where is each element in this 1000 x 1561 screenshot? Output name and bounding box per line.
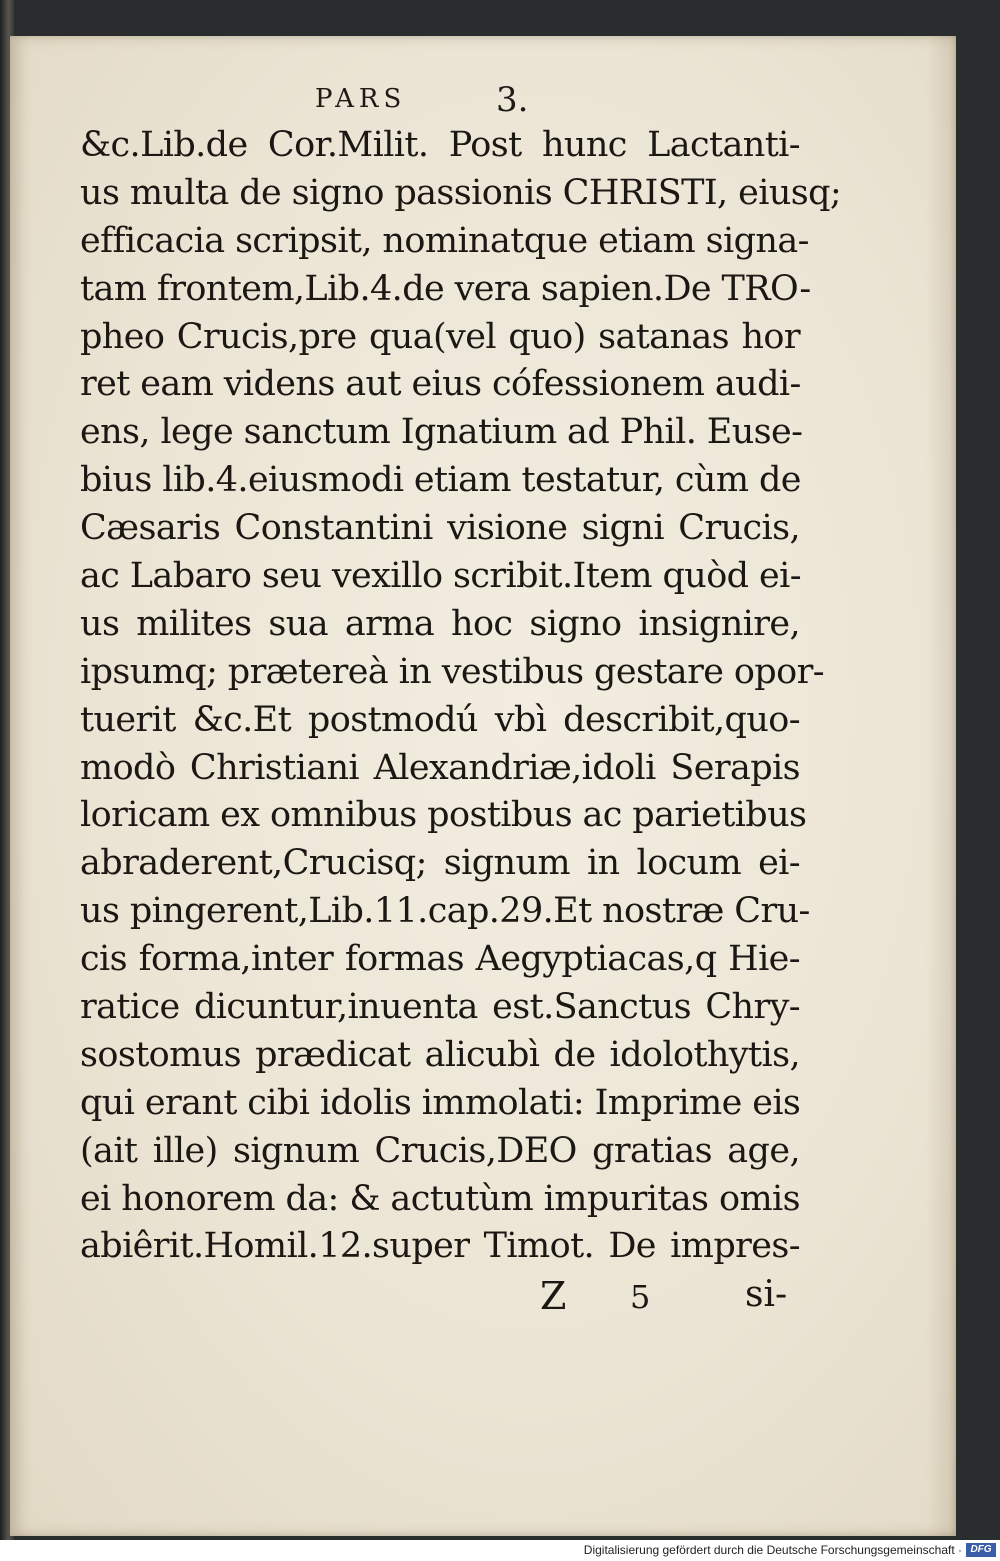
text-line: pheo Crucis,pre qua(vel quo) satanas hor xyxy=(80,316,800,357)
text-line: us pingerent,Lib.11.cap.29.Et nostræ Cru- xyxy=(80,891,810,932)
credit-text: Digitalisierung gefördert durch die Deutsche Forschungsgemeinschaft · xyxy=(583,1543,962,1557)
signature-number: 5 xyxy=(630,1278,651,1316)
text-line: efficacia scripsit, nominatque etiam signa- xyxy=(80,220,809,261)
signature-line xyxy=(10,1274,956,1334)
text-line: loricam ex omnibus postibus ac parietibus xyxy=(80,795,807,836)
text-line: abraderent,Crucisq; signum in locum ei- xyxy=(80,843,800,884)
text-line: us milites sua arma hoc signo insignire, xyxy=(80,603,800,644)
text-line: tam frontem,Lib.4.de vera sapien.De TRO- xyxy=(80,268,811,309)
text-line: abiêrit.Homil.12.super Timot. De impres- xyxy=(80,1226,800,1267)
running-head-word: PARS xyxy=(315,84,407,114)
text-line: tuerit &c.Et postmodú vbì describit,quo- xyxy=(80,699,800,740)
running-head-number: 3. xyxy=(496,80,529,120)
text-line: us multa de signo passionis CHRISTI, eiusq; xyxy=(80,172,842,213)
body-text xyxy=(80,122,842,1271)
text-line: modò Christiani Alexandriæ,idoli Serapis xyxy=(80,747,800,788)
text-line: ac Labaro seu vexillo scribit.Item quòd ei- xyxy=(80,556,801,597)
text-line: ret eam videns aut eius cófessionem audi- xyxy=(80,364,801,405)
running-head xyxy=(10,80,956,124)
book-page xyxy=(10,36,956,1536)
text-line: cis forma,inter formas Aegyptiacas,q Hie- xyxy=(80,939,800,980)
text-line: bius lib.4.eiusmodi etiam testatur, cùm de xyxy=(80,460,801,501)
text-line: ei honorem da: & actutùm impuritas omis xyxy=(80,1178,800,1219)
text-line: (ait ille) signum Crucis,DEO gratias age, xyxy=(80,1130,800,1171)
text-line: qui erant cibi idolis immolati: Imprime eis xyxy=(80,1082,801,1123)
signature-letter: Z xyxy=(540,1274,567,1318)
text-line: ens, lege sanctum Ignatium ad Phil. Euse- xyxy=(80,412,803,453)
text-line: ratice dicuntur,inuenta est.Sanctus Chry- xyxy=(80,987,800,1028)
text-line: ipsumq; prætereà in vestibus gestare opor- xyxy=(80,651,824,692)
text-line: Cæsaris Constantini visione signi Crucis, xyxy=(80,508,800,549)
text-line: &c.Lib.de Cor.Milit. Post hunc Lactanti- xyxy=(80,125,800,165)
text-line: sostomus prædicat alicubì de idolothytis, xyxy=(80,1034,800,1075)
catchword: si- xyxy=(745,1274,788,1315)
credit-bar xyxy=(0,1540,1000,1561)
dfg-logo: DFG xyxy=(966,1543,996,1557)
